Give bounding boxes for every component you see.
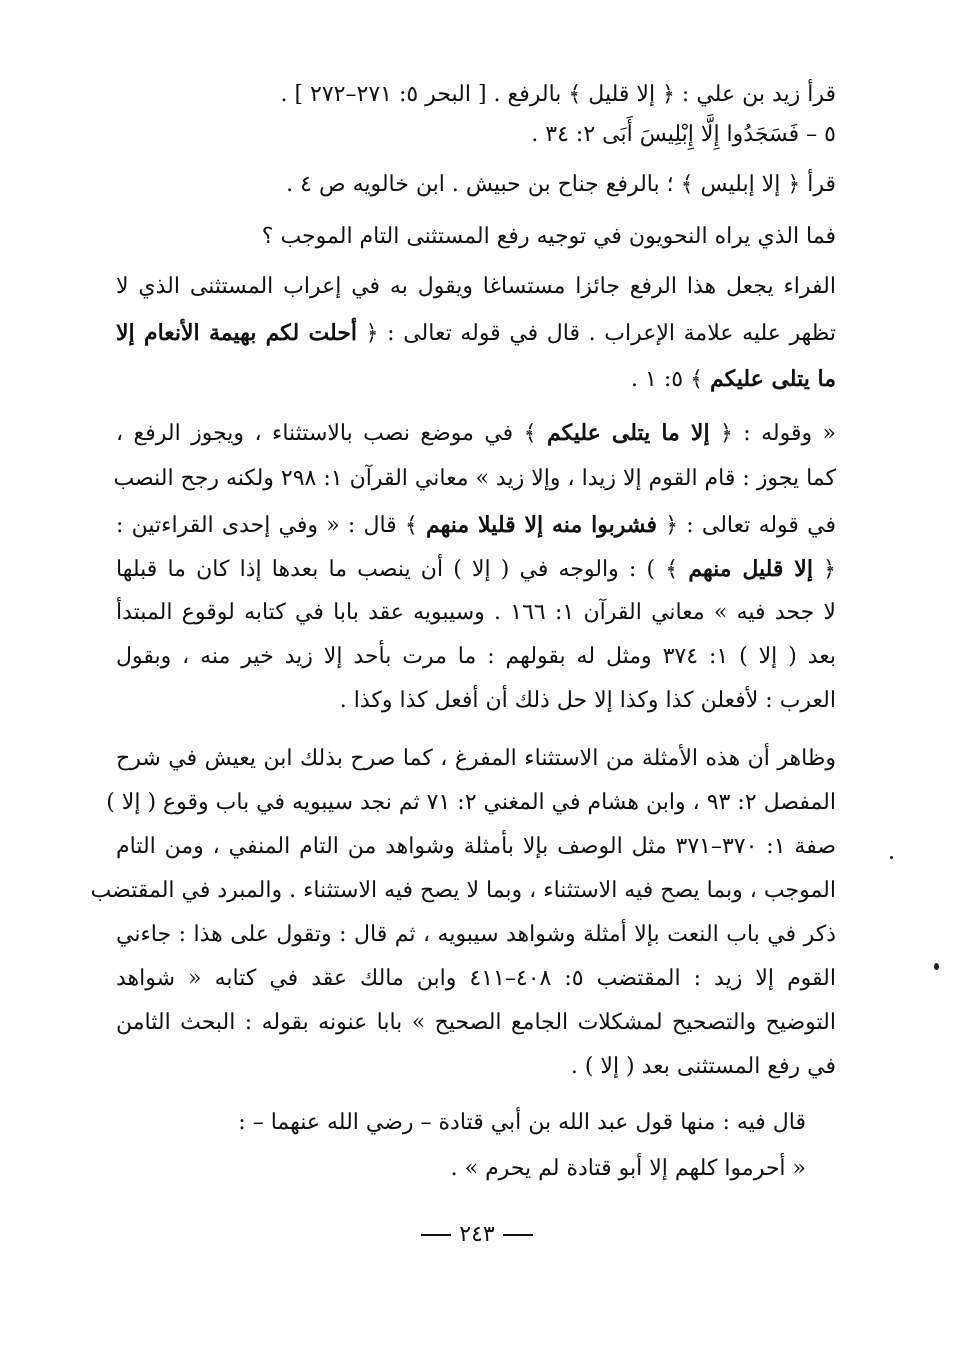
text-span: ﴿	[823, 557, 836, 582]
text-line: قرأ ﴿ إلا إبليس ﴾ ؛ بالرفع جناح بن حبيش . ابن خالويه ص ٤ .	[286, 172, 836, 197]
dash-right	[421, 1234, 451, 1236]
quote-line: قال فيه : منها قول عبد الله بن أبي قتادة – رضي الله عنهما – :	[238, 1110, 806, 1135]
paragraph-line: التوضيح والتصحيح لمشكلات الجامع الصحيح » بابا عنونه بقوله : البحث الثامن	[116, 1010, 836, 1035]
text-span: « وقوله : ﴿	[719, 421, 836, 446]
quran-quote: إلا قليل منهم	[688, 556, 813, 582]
paragraph-line: الموجب ، وبما يصح فيه الاستثناء ، وبما لا يصح فيه الاستثناء . والمبرد في المقتضب	[90, 878, 836, 903]
paragraph-line	[631, 362, 836, 396]
paragraph-line: لا جحد فيه » معاني القرآن ١: ١٦٦ . وسيبويه عقد بابا في كتابه لوقوع المبتدأ	[116, 600, 836, 625]
paragraph-line: القوم إلا زيد : المقتضب ٥: ٤٠٨–٤١١ وابن مالك عقد في كتابه « شواهد	[116, 966, 836, 991]
paragraph-line: كما يجوز : قام القوم إلا زيدا ، وإلا زيد » معاني القرآن ١: ٢٩٨ ولكنه رجح النصب	[113, 466, 836, 491]
quran-quote: ما يتلى عليكم	[709, 366, 836, 392]
text-span: تظهر عليه علامة الإعراب . قال في قوله تعالى : ﴿	[365, 321, 836, 346]
text-span: في قوله تعالى : ﴿	[665, 513, 836, 538]
paragraph-line: بعد ( إلا ) ١: ٣٧٤ ومثل له بقولهم : ما مرت بأحد إلا زيد خير منه ، وبقول	[116, 644, 836, 669]
text-line: قرأ زيد بن علي : ﴿ إلا قليل ﴾ بالرفع . [ البحر ٥: ٢٧١–٢٧٢ ] .	[280, 82, 836, 107]
text-span: ﴾ ) : والوجه في ( إلا ) أن ينصب ما بعدها إذا كان ما قبلها	[116, 557, 679, 582]
scan-speck	[934, 963, 939, 970]
paragraph-line: وظاهر أن هذه الأمثلة من الاستثناء المفرغ ، كما صرح بذلك ابن يعيش في شرح	[116, 746, 836, 771]
quran-quote: أحلت لكم بهيمة الأنعام إلا	[116, 320, 358, 346]
paragraph-line: في رفع المستثنى بعد ( إلا ) .	[570, 1054, 836, 1079]
paragraph-line: الفراء يجعل هذا الرفع جائزا مستساغا ويقول به في إعراب المستثنى الذي لا	[116, 274, 836, 299]
quran-quote: فشربوا منه إلا قليلا منهم	[425, 512, 657, 538]
paragraph-line	[116, 552, 836, 586]
paragraph-line	[116, 508, 836, 542]
paragraph-line: صفة ١: ٣٧٠–٣٧١ مثل الوصف بإلا بأمثلة وشواهد من التام المنفي ، ومن التام	[116, 834, 837, 859]
dash-left	[503, 1234, 533, 1236]
page-number	[0, 1222, 954, 1247]
text-line: فما الذي يراه النحويون في توجيه رفع المستثنى التام الموجب ؟	[261, 224, 836, 249]
page-number-value: ٢٤٣	[459, 1222, 495, 1247]
text-span: ﴾ ٥: ١ .	[631, 367, 703, 392]
paragraph-line: العرب : لأفعلن كذا وكذا إلا حل ذلك أن أفعل كذا وكذا .	[339, 688, 836, 713]
paragraph-line: ذكر في باب النعت بإلا أمثلة وشواهد سيبويه ، ثم قال : وتقول على هذا : جاءني	[116, 922, 836, 947]
paragraph-line	[116, 316, 836, 350]
paragraph-line: المفصل ٢: ٩٣ ، وابن هشام في المغني ٢: ٧١ ثم نجد سيبويه في باب وقوع ( إلا )	[106, 790, 836, 815]
text-span: ﴾ في موضع نصب بالاستثناء ، ويجوز الرفع ،	[116, 421, 537, 446]
scan-speck	[890, 856, 893, 859]
verse-line: ٥ – فَسَجَدُوا إِلَّا إِبْلِيسَ أَبَى ٢: ٣٤ .	[531, 122, 836, 147]
quote-line: « أحرموا كلهم إلا أبو قتادة لم يحرم » .	[450, 1156, 806, 1181]
quran-quote: إلا ما يتلى عليكم	[546, 420, 710, 446]
paragraph-line	[116, 416, 836, 450]
text-span: ﴾ قال : « وفي إحدى القراءتين :	[116, 513, 418, 538]
